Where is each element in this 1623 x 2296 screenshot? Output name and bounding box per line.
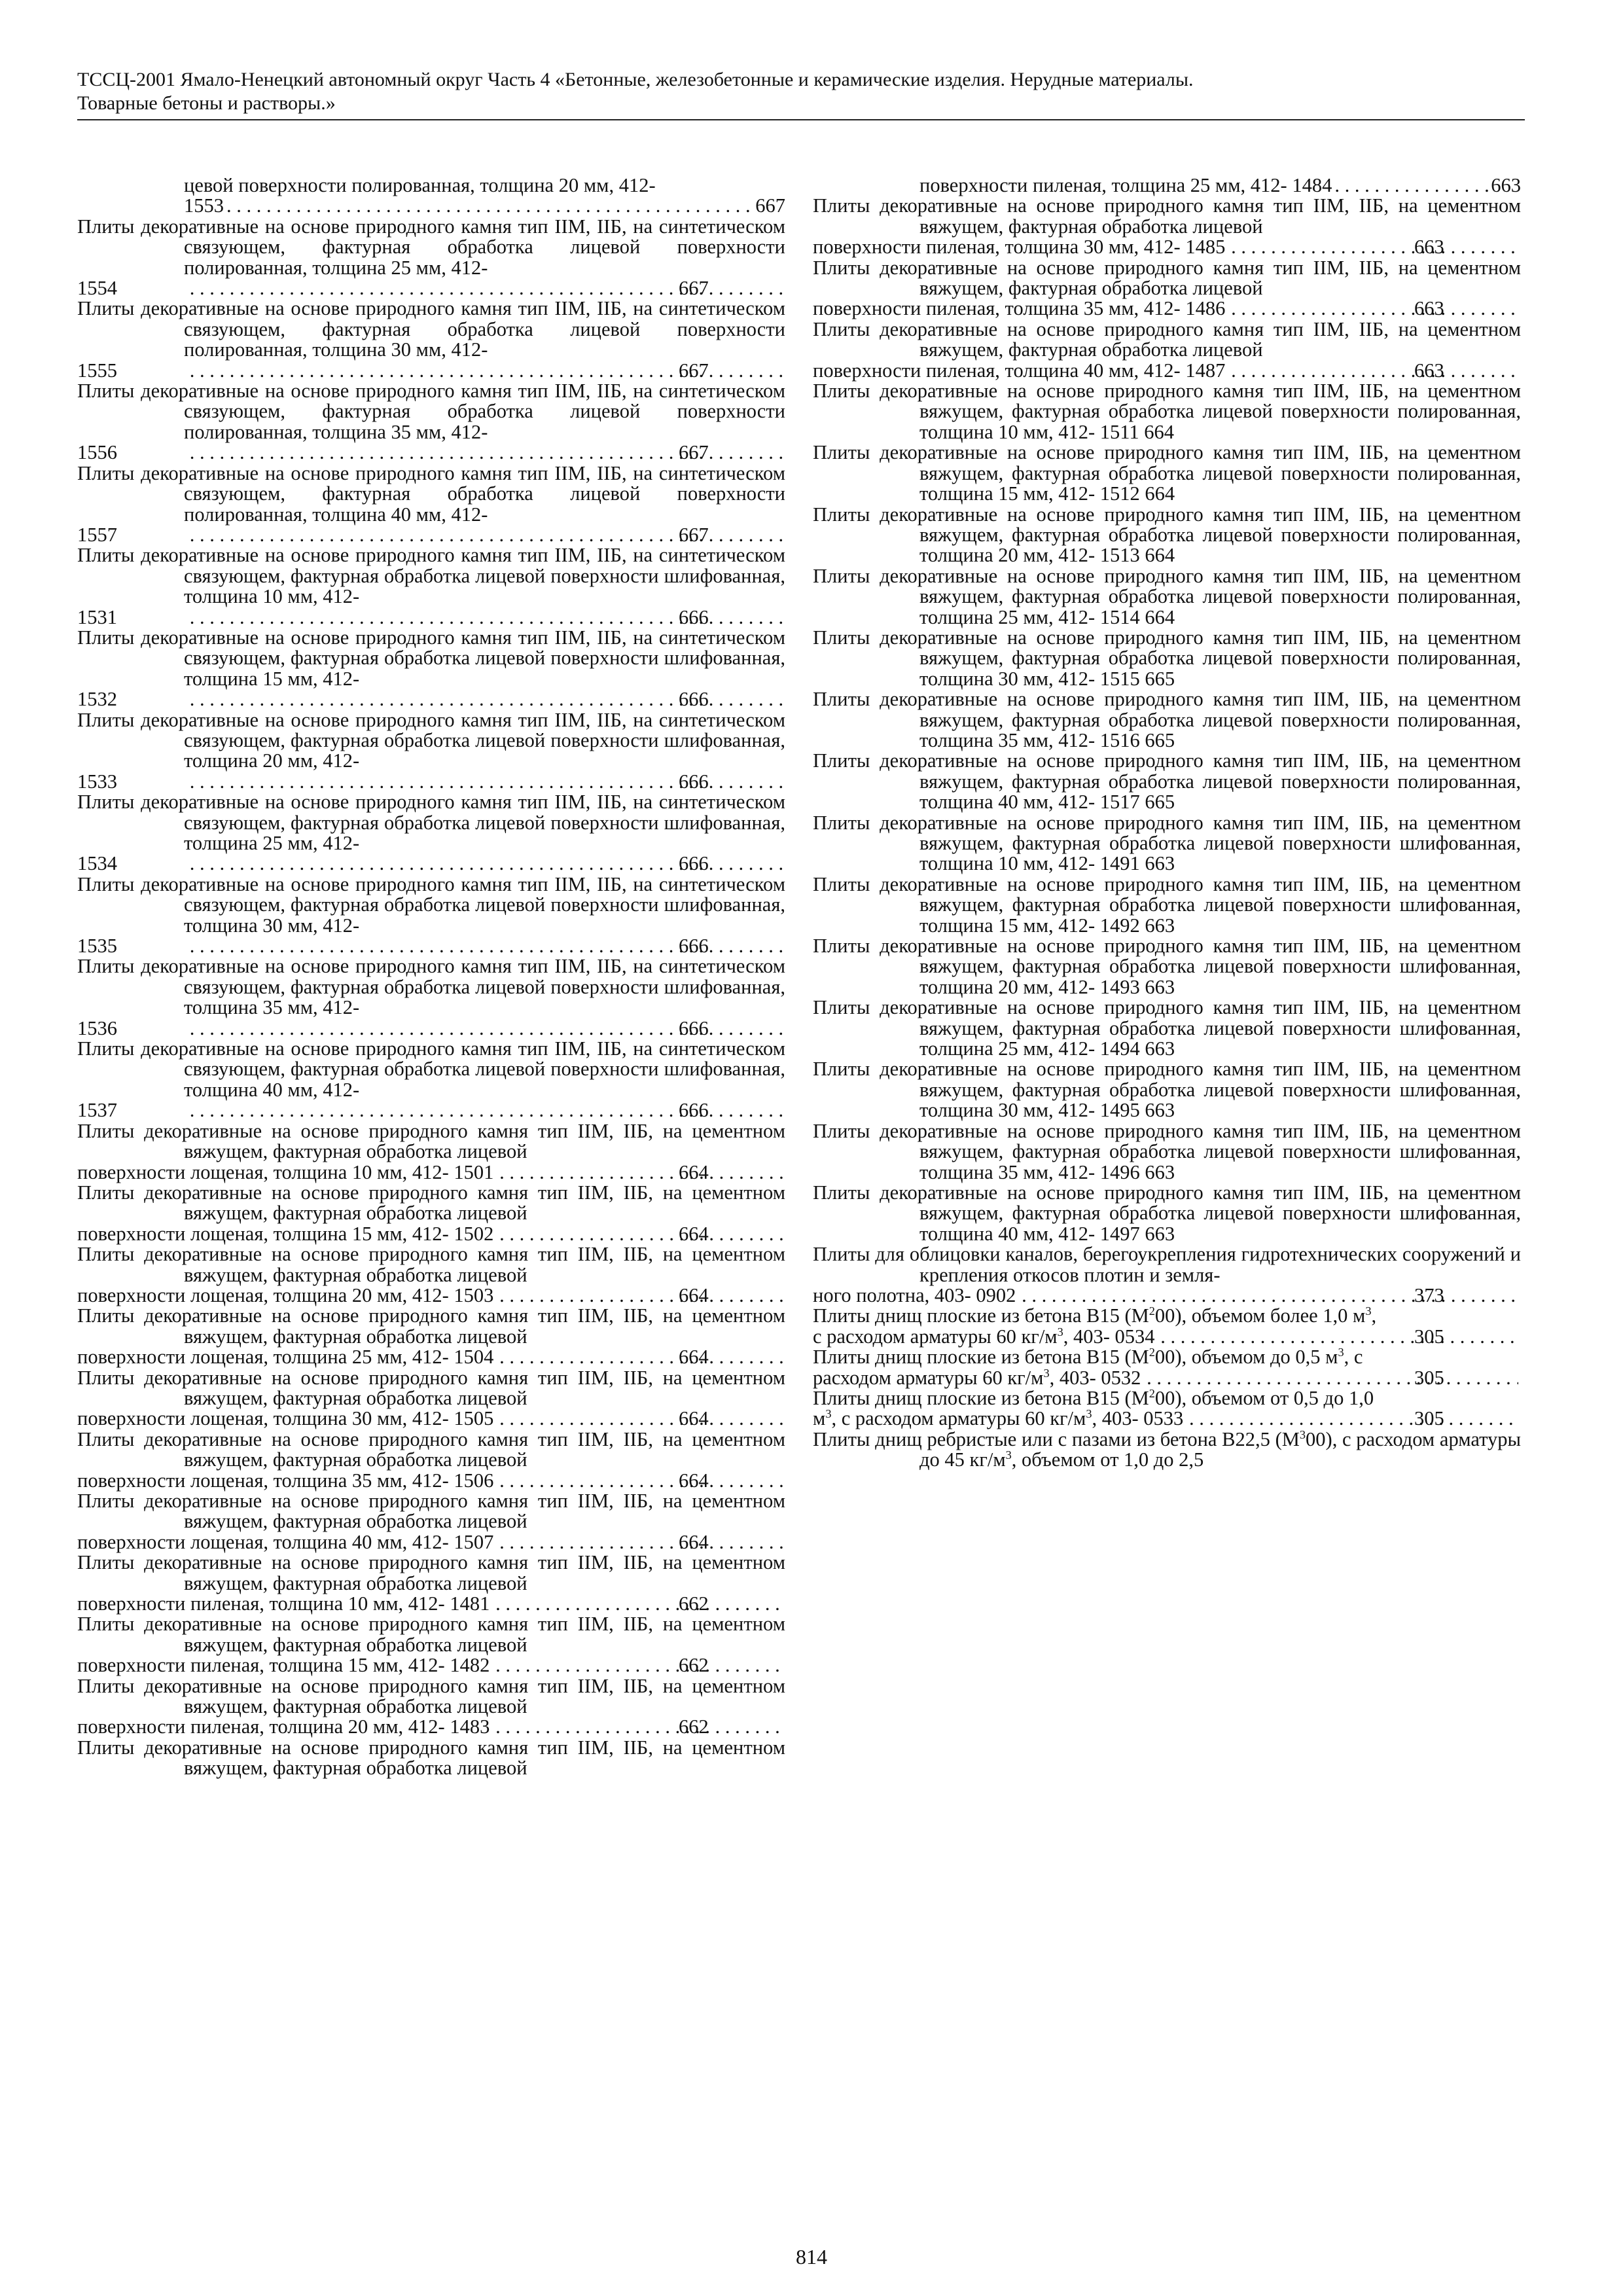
entry-code: $м^3$, с расходом арматуры 60 $кг/м^3$, 403- 0533 xyxy=(813,1407,1184,1430)
entry-text: Плиты декоративные на основе природного камня тип IIМ, IIБ, на цементном вяжущем, фактурная обработка лицевой xyxy=(813,317,1521,361)
entry-code: поверхности лощеная, толщина 25 мм, 412- 1504 xyxy=(77,1346,494,1369)
entry-reference-line: 1532 . . . 666 xyxy=(184,689,785,709)
index-entry xyxy=(77,175,785,217)
entry-text: Плиты днищ плоские из бетона В15 $(М^200)$, объемом до 0,5 $м^3$, с xyxy=(813,1346,1363,1369)
entry-text: Плиты декоративные на основе природного камня тип IIМ, IIБ, на цементном вяжущем, фактурная обработка лицевой поверхности полированная, толщина 40 мм, 412- 1517 665 xyxy=(813,749,1521,814)
entry-page-ref: 663 xyxy=(1491,174,1521,196)
entry-reference-line: поверхности пиленая, толщина 20 мм, 412- 1483 . . . 662 xyxy=(184,1717,785,1737)
header-line-2: Товарные бетоны и растворы.» xyxy=(77,92,336,114)
index-entry xyxy=(813,628,1521,689)
entry-reference-line: с расходом арматуры 60 $кг/м^3$, 403- 0534 . . . 305 xyxy=(919,1327,1521,1347)
index-entry xyxy=(813,505,1521,566)
entry-text: Плиты декоративные на основе природного камня тип IIМ, IIБ, на синтетическом связующем, фактурная обработка лицевой поверхности шлифованная, толщина 40 мм, 412- xyxy=(77,1037,785,1101)
entry-text: Плиты декоративные на основе природного камня тип IIМ, IIБ, на цементном вяжущем, фактурная обработка лицевой поверхности шлифованная, толщина 25 мм, 412- 1494 663 xyxy=(813,996,1521,1060)
dot-leader xyxy=(496,1347,783,1367)
entry-reference-line: поверхности лощеная, толщина 30 мм, 412- 1505 . . . 664 xyxy=(184,1408,785,1429)
entry-text: Плиты декоративные на основе природного камня тип IIМ, IIБ, на цементном вяжущем, фактурная обработка лицевой поверхности шлифованная, толщина 35 мм, 412- 1496 663 xyxy=(813,1119,1521,1183)
index-entry xyxy=(813,1121,1521,1183)
index-entry xyxy=(813,319,1521,381)
entry-text: Плиты декоративные на основе природного камня тип IIМ, IIБ, на цементном вяжущем, фактурная обработка лицевой поверхности полированная, толщина 15 мм, 412- 1512 664 xyxy=(813,441,1521,505)
index-entry xyxy=(813,1183,1521,1244)
index-entry xyxy=(813,1347,1521,1388)
entry-text: Плиты декоративные на основе природного камня тип IIМ, IIБ, на синтетическом связующем, фактурная обработка лицевой поверхности шлифованная, толщина 25 мм, 412- xyxy=(77,791,785,854)
entry-text: цевой поверхности полированная, толщина 20 мм, 412- xyxy=(184,174,656,196)
entry-text: Плиты декоративные на основе природного камня тип IIМ, IIБ, на синтетическом связующем, фактурная обработка лицевой поверхности полированная, толщина 35 мм, 412- xyxy=(77,380,785,443)
index-entry xyxy=(77,1183,785,1244)
entry-text: Плиты декоративные на основе природного камня тип IIМ, IIБ, на цементном вяжущем, фактурная обработка лицевой xyxy=(77,1674,785,1718)
entry-text: Плиты декоративные на основе природного камня тип IIМ, IIБ, на цементном вяжущем, фактурная обработка лицевой xyxy=(813,194,1521,238)
entry-reference-line: поверхности пиленая, толщина 10 мм, 412- 1481 . . . 662 xyxy=(184,1594,785,1614)
entry-reference-line: 1537 . . . 666 xyxy=(184,1100,785,1121)
entry-text: Плиты декоративные на основе природного камня тип IIМ, IIБ, на синтетическом связующем, фактурная обработка лицевой поверхности шлифованная, толщина 20 мм, 412- xyxy=(77,708,785,772)
dot-leader xyxy=(226,196,753,216)
entry-code: поверхности лощеная, толщина 35 мм, 412- 1506 xyxy=(77,1469,494,1492)
entry-text: Плиты декоративные на основе природного камня тип IIМ, IIБ, на цементном вяжущем, фактурная обработка лицевой поверхности полированная, толщина 30 мм, 412- 1515 665 xyxy=(813,626,1521,690)
entry-reference-line: 1556 . . . 667 xyxy=(184,442,785,463)
entry-text: Плиты декоративные на основе природного камня тип IIМ, IIБ, на цементном вяжущем, фактурная обработка лицевой xyxy=(77,1119,785,1163)
entry-text: Плиты декоративные на основе природного камня тип IIМ, IIБ, на цементном вяжущем, фактурная обработка лицевой xyxy=(77,1427,785,1471)
entry-code: расходом арматуры 60 $кг/м^3$, 403- 0532 xyxy=(813,1366,1141,1389)
index-entry xyxy=(77,710,785,793)
running-header xyxy=(77,68,1524,115)
dot-leader xyxy=(1228,298,1518,319)
index-entry xyxy=(77,1614,785,1676)
entry-code: поверхности лощеная, толщина 15 мм, 412- 1502 xyxy=(77,1222,494,1245)
index-entry xyxy=(813,936,1521,997)
entry-reference-line: ного полотна, 403- 0902 . . . 373 xyxy=(919,1285,1521,1306)
entry-code: поверхности лощеная, толщина 10 мм, 412- 1501 xyxy=(77,1160,494,1183)
entry-reference-line: 1533 . . . 666 xyxy=(184,772,785,792)
entry-code: поверхности пиленая, толщина 10 мм, 412- 1481 xyxy=(77,1592,490,1615)
entry-text: Плиты декоративные на основе природного камня тип IIМ, IIБ, на цементном вяжущем, фактурная обработка лицевой поверхности шлифованная, толщина 40 мм, 412- 1497 663 xyxy=(813,1181,1521,1245)
index-entry xyxy=(813,175,1521,196)
entry-reference-line: 1535 . . . 666 xyxy=(184,936,785,956)
dot-leader xyxy=(1228,237,1518,257)
page-number: 814 xyxy=(796,2245,827,2269)
header-divider xyxy=(77,119,1525,120)
entry-text: Плиты декоративные на основе природного камня тип IIМ, IIБ, на цементном вяжущем, фактурная обработка лицевой xyxy=(77,1243,785,1286)
index-column-left xyxy=(77,175,785,1779)
dot-leader xyxy=(496,1285,783,1306)
entry-reference-line: 1555 . . . 667 xyxy=(184,361,785,381)
entry-code: поверхности пиленая, толщина 35 мм, 412- 1486 xyxy=(813,297,1226,320)
entry-page-ref: 667 xyxy=(755,194,785,217)
index-entry xyxy=(77,1491,785,1552)
entry-reference-line: поверхности пиленая, толщина 35 мм, 412- 1486 . . . 663 xyxy=(919,298,1521,319)
index-entry xyxy=(813,1388,1521,1429)
index-entry xyxy=(813,566,1521,628)
entry-text: Плиты декоративные на основе природного камня тип IIМ, IIБ, на синтетическом связующем, фактурная обработка лицевой поверхности полированная, толщина 25 мм, 412- xyxy=(77,215,785,279)
index-entry xyxy=(813,813,1521,874)
entry-reference-line: расходом арматуры 60 $кг/м^3$, 403- 0532 . . . 305 xyxy=(919,1368,1521,1388)
dot-leader xyxy=(496,1224,783,1244)
index-entry xyxy=(813,1059,1521,1121)
index-entry xyxy=(77,628,785,710)
entry-text: Плиты декоративные на основе природного камня тип IIМ, IIБ, на цементном вяжущем, фактурная обработка лицевой поверхности полированная, толщина 25 мм, 412- 1514 664 xyxy=(813,564,1521,628)
dot-leader xyxy=(496,1162,783,1183)
entry-reference-line: $м^3$, с расходом арматуры 60 $кг/м^3$, 403- 0533 . . . 305 xyxy=(919,1408,1521,1429)
entry-text: Плиты декоративные на основе природного камня тип IIМ, IIБ, на синтетическом связующем, фактурная обработка лицевой поверхности полированная, толщина 30 мм, 412- xyxy=(77,297,785,361)
index-entry xyxy=(77,874,785,957)
entry-reference-line: поверхности лощеная, толщина 35 мм, 412- 1506 . . . 664 xyxy=(184,1471,785,1491)
index-entry xyxy=(77,1738,785,1779)
entry-reference-line: поверхности лощеная, толщина 10 мм, 412- 1501 . . . 664 xyxy=(184,1162,785,1183)
entry-reference-line: поверхности лощеная, толщина 20 мм, 412- 1503 . . . 664 xyxy=(184,1285,785,1306)
index-entry xyxy=(77,217,785,299)
dot-leader xyxy=(1158,1327,1518,1347)
entry-text: Плиты декоративные на основе природного камня тип IIМ, IIБ, на цементном вяжущем, фактурная обработка лицевой xyxy=(77,1366,785,1409)
index-entry xyxy=(77,1429,785,1491)
entry-text: Плиты декоративные на основе природного камня тип IIМ, IIБ, на цементном вяжущем, фактурная обработка лицевой поверхности полированная, толщина 20 мм, 412- 1513 664 xyxy=(813,503,1521,567)
index-entry xyxy=(813,874,1521,936)
entry-text: Плиты декоративные на основе природного камня тип IIМ, IIБ, на цементном вяжущем, фактурная обработка лицевой xyxy=(77,1551,785,1594)
index-entry xyxy=(813,258,1521,319)
entry-code: поверхности лощеная, толщина 20 мм, 412- 1503 xyxy=(77,1283,494,1306)
entry-reference-line: 1557 . . . 667 xyxy=(184,525,785,545)
entry-reference-line: поверхности лощеная, толщина 25 мм, 412- 1504 . . . 664 xyxy=(184,1347,785,1367)
dot-leader xyxy=(1143,1368,1518,1388)
entry-text: Плиты декоративные на основе природного камня тип IIМ, IIБ, на цементном вяжущем, фактурная обработка лицевой поверхности шлифованная, толщина 20 мм, 412- 1493 663 xyxy=(813,935,1521,998)
index-column-right xyxy=(813,175,1521,1471)
index-entry xyxy=(77,463,785,546)
dot-leader xyxy=(492,1655,783,1676)
index-entry xyxy=(77,298,785,381)
entry-text: Плиты декоративные на основе природного камня тип IIМ, IIБ, на цементном вяжущем, фактурная обработка лицевой xyxy=(77,1613,785,1656)
index-entry xyxy=(813,751,1521,812)
entry-text: Плиты декоративные на основе природного камня тип IIМ, IIБ, на синтетическом связующем, фактурная обработка лицевой поверхности шлифованная, толщина 15 мм, 412- xyxy=(77,626,785,690)
entry-text: Плиты днищ ребристые или с пазами из бетона В22,5 $(М^300)$, с расходом арматуры до 45 $кг/м^3$, объемом от 1,0 до 2,5 xyxy=(813,1427,1521,1471)
index-entry xyxy=(813,442,1521,504)
entry-text: Плиты декоративные на основе природного камня тип IIМ, IIБ, на цементном вяжущем, фактурная обработка лицевой поверхности шлифованная, толщина 15 мм, 412- 1492 663 xyxy=(813,872,1521,937)
dot-leader xyxy=(492,1717,783,1737)
entry-code: поверхности лощеная, толщина 40 мм, 412- 1507 xyxy=(77,1530,494,1553)
index-entry xyxy=(77,1306,785,1367)
entry-text: Плиты декоративные на основе природного камня тип IIМ, IIБ, на синтетическом связующем, фактурная обработка лицевой поверхности шлифованная, толщина 35 мм, 412- xyxy=(77,955,785,1019)
dot-leader xyxy=(1228,361,1518,381)
index-entry xyxy=(813,196,1521,257)
entry-text: Плиты декоративные на основе природного камня тип IIМ, IIБ, на цементном вяжущем, фактурная обработка лицевой поверхности шлифованная, толщина 30 мм, 412- 1495 663 xyxy=(813,1058,1521,1122)
dot-leader xyxy=(1186,1408,1518,1429)
entry-code: поверхности пиленая, толщина 15 мм, 412- 1482 xyxy=(77,1654,490,1677)
entry-text: Плиты декоративные на основе природного камня тип IIМ, IIБ, на синтетическом связующем, фактурная обработка лицевой поверхности полированная, толщина 40 мм, 412- xyxy=(77,461,785,526)
entry-reference-line: поверхности лощеная, толщина 15 мм, 412- 1502 . . . 664 xyxy=(184,1224,785,1244)
entry-code: поверхности пиленая, толщина 40 мм, 412- 1487 xyxy=(813,359,1226,382)
entry-reference-line: поверхности пиленая, толщина 40 мм, 412- 1487 . . . 663 xyxy=(919,361,1521,381)
dot-leader xyxy=(496,1408,783,1429)
entry-reference-line xyxy=(919,175,1521,196)
entry-code: поверхности пиленая, толщина 30 мм, 412- 1485 xyxy=(813,236,1226,259)
header-line-1: ТССЦ-2001 Ямало-Ненецкий автономный округ Часть 4 «Бетонные, железобетонные и керамические изделия. Нерудные материалы. xyxy=(77,69,1194,90)
entry-text: Плиты декоративные на основе природного камня тип IIМ, IIБ, на синтетическом связующем, фактурная обработка лицевой поверхности шлифованная, толщина 10 мм, 412- xyxy=(77,544,785,608)
index-entry xyxy=(813,1429,1521,1471)
entry-reference-line: поверхности пиленая, толщина 30 мм, 412- 1485 . . . 663 xyxy=(919,237,1521,257)
index-entry xyxy=(813,1306,1521,1347)
dot-leader xyxy=(496,1471,783,1491)
entry-code: 1553 xyxy=(184,194,224,217)
index-entry xyxy=(77,1039,785,1121)
entry-text: Плиты декоративные на основе природного камня тип IIМ, IIБ, на цементном вяжущем, фактурная обработка лицевой поверхности полированная, толщина 35 мм, 412- 1516 665 xyxy=(813,688,1521,751)
index-entry xyxy=(813,1244,1521,1306)
index-entry xyxy=(813,997,1521,1059)
entry-reference-line: 1536 . . . 666 xyxy=(184,1018,785,1039)
entry-code: поверхности пиленая, толщина 25 мм, 412- 1484 xyxy=(919,174,1332,196)
entry-code: поверхности лощеная, толщина 30 мм, 412- 1505 xyxy=(77,1407,494,1430)
dot-leader xyxy=(492,1594,783,1614)
index-entry xyxy=(77,792,785,874)
dot-leader xyxy=(1334,175,1488,196)
dot-leader xyxy=(496,1532,783,1552)
entry-text: Плиты декоративные на основе природного камня тип IIМ, IIБ, на цементном вяжущем, фактурная обработка лицевой xyxy=(77,1181,785,1225)
entry-reference-line xyxy=(184,196,785,216)
index-entry xyxy=(77,1676,785,1738)
index-entry xyxy=(77,956,785,1039)
index-entry xyxy=(77,1244,785,1306)
index-entry xyxy=(813,381,1521,442)
entry-code: поверхности пиленая, толщина 20 мм, 412- 1483 xyxy=(77,1715,490,1738)
entry-code: с расходом арматуры 60 $кг/м^3$, 403- 0534 xyxy=(813,1325,1155,1348)
entry-text: Плиты декоративные на основе природного камня тип IIМ, IIБ, на цементном вяжущем, фактурная обработка лицевой поверхности шлифованная, толщина 10 мм, 412- 1491 663 xyxy=(813,811,1521,875)
entry-text: Плиты декоративные на основе природного камня тип IIМ, IIБ, на цементном вяжущем, фактурная обработка лицевой xyxy=(77,1736,785,1780)
index-entry xyxy=(77,1368,785,1429)
index-entry xyxy=(77,1121,785,1183)
entry-text: Плиты декоративные на основе природного камня тип IIМ, IIБ, на цементном вяжущем, фактурная обработка лицевой xyxy=(77,1304,785,1348)
entry-reference-line: поверхности пиленая, толщина 15 мм, 412- 1482 . . . 662 xyxy=(184,1655,785,1676)
entry-reference-line: 1531 . . . 666 xyxy=(184,607,785,628)
entry-text: Плиты для облицовки каналов, берегоукрепления гидротехнических сооружений и крепления откосов плотин и земля- xyxy=(813,1243,1521,1286)
entry-code: ного полотна, 403- 0902 xyxy=(813,1283,1016,1306)
entry-reference-line: поверхности лощеная, толщина 40 мм, 412- 1507 . . . 664 xyxy=(184,1532,785,1552)
entry-text: Плиты декоративные на основе природного камня тип IIМ, IIБ, на цементном вяжущем, фактурная обработка лицевой xyxy=(813,256,1521,300)
index-entry xyxy=(77,381,785,463)
entry-reference-line: 1534 . . . 666 xyxy=(184,853,785,874)
entry-reference-line: 1554 . . . 667 xyxy=(184,278,785,298)
index-entry xyxy=(77,1552,785,1614)
entry-text: Плиты днищ плоские из бетона В15 $(М^200)$, объемом более 1,0 $м^3$, xyxy=(813,1304,1377,1327)
entry-text: Плиты декоративные на основе природного камня тип IIМ, IIБ, на цементном вяжущем, фактурная обработка лицевой xyxy=(77,1490,785,1533)
index-entry xyxy=(813,689,1521,751)
entry-text: Плиты декоративные на основе природного камня тип IIМ, IIБ, на синтетическом связующем, фактурная обработка лицевой поверхности шлифованная, толщина 30 мм, 412- xyxy=(77,872,785,937)
entry-text: Плиты декоративные на основе природного камня тип IIМ, IIБ, на цементном вяжущем, фактурная обработка лицевой поверхности полированная, толщина 10 мм, 412- 1511 664 xyxy=(813,380,1521,443)
index-entry xyxy=(77,545,785,628)
entry-text: Плиты днищ плоские из бетона В15 $(М^200)$, объемом от 0,5 до 1,0 xyxy=(813,1386,1374,1409)
